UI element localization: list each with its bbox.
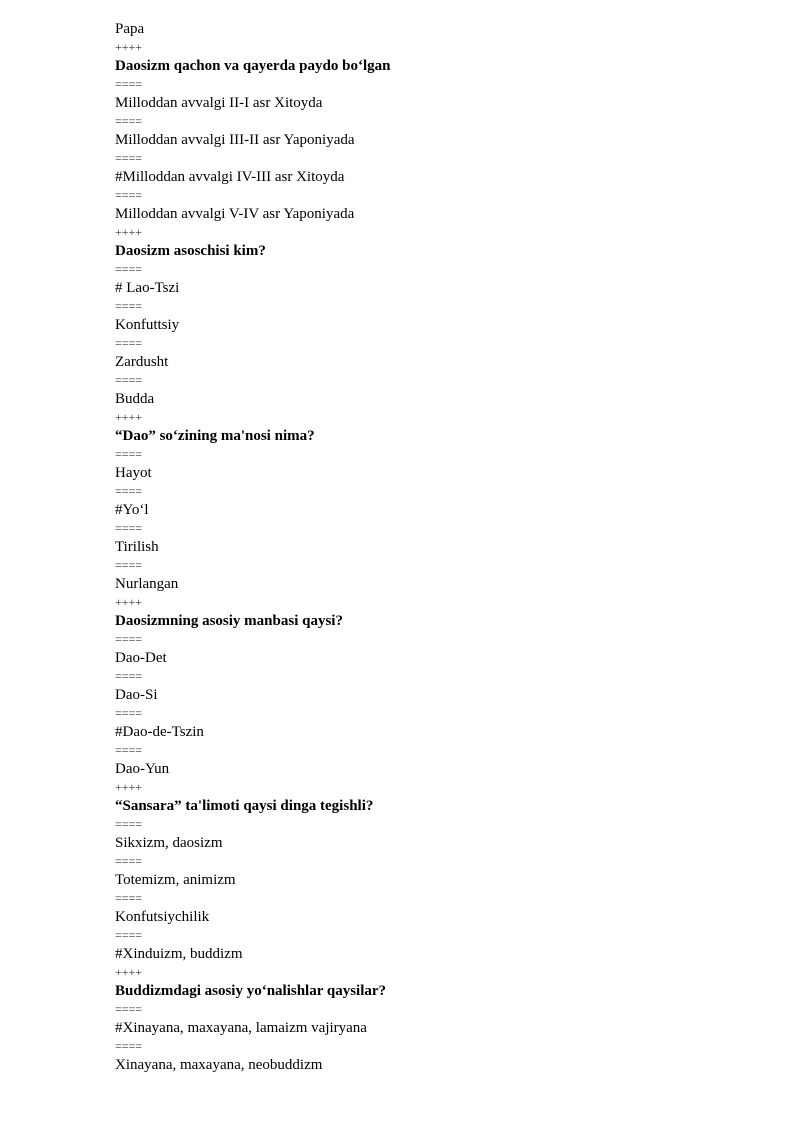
question-heading: Daosizmning asosiy manbasi qaysi? (115, 613, 343, 629)
answer-option: Totemizm, animizm (115, 872, 236, 888)
question-heading: “Sansara” ta'limoti qaysi dinga tegishli? (115, 798, 374, 814)
answer-option: #Yo‘l (115, 502, 149, 518)
answer-separator: ==== (115, 188, 143, 202)
answer-separator: ==== (115, 521, 143, 535)
question-separator: ++++ (115, 595, 143, 609)
question-heading: Daosizm asoschisi kim? (115, 243, 266, 259)
answer-option: Milloddan avvalgi V-IV asr Yaponiyada (115, 206, 355, 222)
answer-option: # Lao-Tszi (115, 280, 180, 296)
answer-separator: ==== (115, 706, 143, 720)
question-separator: ++++ (115, 40, 143, 54)
answer-separator: ==== (115, 299, 143, 313)
question-heading: Daosizm qachon va qayerda paydo bo‘lgan (115, 58, 391, 74)
answer-option: #Milloddan avvalgi IV-III asr Xitoyda (115, 169, 345, 185)
answer-separator: ==== (115, 1039, 143, 1053)
question-separator: ++++ (115, 780, 143, 794)
answer-separator: ==== (115, 1002, 143, 1016)
answer-separator: ==== (115, 854, 143, 868)
answer-option: Milloddan avvalgi III-II asr Yaponiyada (115, 132, 355, 148)
answer-separator: ==== (115, 447, 143, 461)
answer-option: Dao-Si (115, 687, 158, 703)
question-separator: ++++ (115, 410, 143, 424)
document-page (115, 18, 755, 1076)
question-separator: ++++ (115, 965, 143, 979)
answer-option: #Dao-de-Tszin (115, 724, 204, 740)
answer-separator: ==== (115, 373, 143, 387)
answer-option: #Xinduizm, buddizm (115, 946, 243, 962)
answer-option: Sikxizm, daosizm (115, 835, 223, 851)
answer-option: Budda (115, 391, 155, 407)
question-heading: “Dao” so‘zining ma'nosi nima? (115, 428, 315, 444)
answer-option: Hayot (115, 465, 152, 481)
answer-option: #Xinayana, maxayana, lamaizm vajiryana (115, 1020, 367, 1036)
answer-separator: ==== (115, 336, 143, 350)
answer-separator: ==== (115, 669, 143, 683)
answer-separator: ==== (115, 151, 143, 165)
answer-separator: ==== (115, 558, 143, 572)
question-separator: ++++ (115, 225, 143, 239)
answer-separator: ==== (115, 891, 143, 905)
answer-option: Tirilish (115, 539, 159, 555)
answer-separator: ==== (115, 484, 143, 498)
answer-option: Konfutsiychilik (115, 909, 210, 925)
answer-separator: ==== (115, 262, 143, 276)
answer-separator: ==== (115, 817, 143, 831)
answer-separator: ==== (115, 114, 143, 128)
answer-option: Nurlangan (115, 576, 179, 592)
answer-separator: ==== (115, 743, 143, 757)
answer-option: Papa (115, 21, 145, 37)
answer-option: Konfuttsiy (115, 317, 180, 333)
answer-option: Zardusht (115, 354, 169, 370)
answer-separator: ==== (115, 632, 143, 646)
answer-option: Milloddan avvalgi II-I asr Xitoyda (115, 95, 323, 111)
question-heading: Buddizmdagi asosiy yo‘nalishlar qaysilar? (115, 983, 387, 999)
answer-separator: ==== (115, 77, 143, 91)
answer-option: Dao-Det (115, 650, 167, 666)
answer-separator: ==== (115, 928, 143, 942)
answer-option: Xinayana, maxayana, neobuddizm (115, 1057, 323, 1073)
answer-option: Dao-Yun (115, 761, 170, 777)
